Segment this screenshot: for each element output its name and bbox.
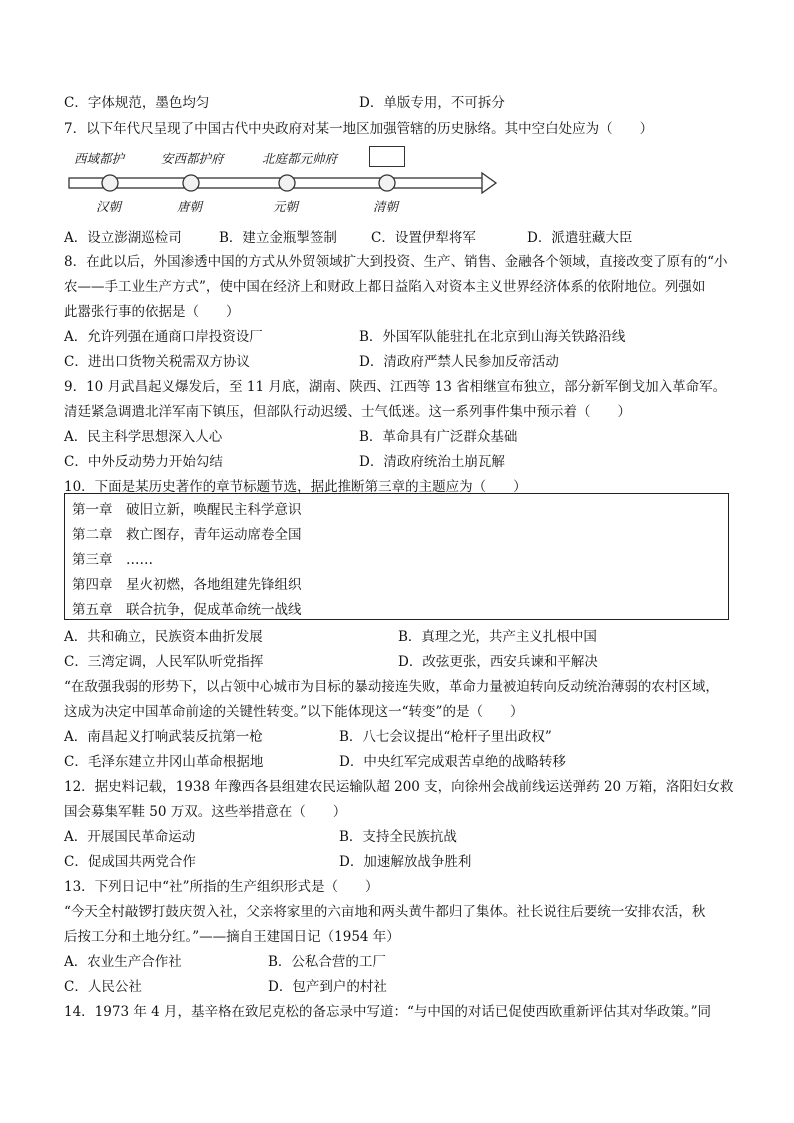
q13-stem: 13．下列日记中“社”所指的生产组织形式是（ ） <box>64 879 379 895</box>
q8-option-b: B．外国军队能驻扎在北京到山海关铁路沿线 <box>359 329 626 345</box>
q12-option-c: C．促成国共两党合作 <box>64 854 196 870</box>
timeline-label-tang: 唐朝 <box>177 199 203 214</box>
q11-option-b: B．八七会议提出“枪杆子里出政权” <box>339 729 552 745</box>
timeline-node-qing <box>379 175 395 191</box>
q12-stem-line-1: 12．据史料记载，1938 年豫西各县组建农民运输队超 200 支，向徐州会战前线运送弹药 20 万箱，洛阳妇女救 <box>64 779 734 795</box>
chapter-4: 第四章 星火初燃，各地组建先锋组织 <box>72 577 302 593</box>
q13-quote-line-1: “今天全村敲锣打鼓庆贺入社，父亲将家里的六亩地和两头黄牛都归了集体。社长说往后要统一安排农活，秋 <box>64 904 706 920</box>
q7-timeline <box>64 142 504 222</box>
q12-option-a: A．开展国民革命运动 <box>64 829 196 845</box>
q11-option-a: A．南昌起义打响武装反抗第一枪 <box>64 729 263 745</box>
timeline-axis <box>64 169 504 199</box>
q13-option-c: C．人民公社 <box>64 979 142 995</box>
timeline-label-anxi: 安西都护府 <box>161 151 224 166</box>
q13-option-a: A．农业生产合作社 <box>64 954 182 970</box>
timeline-node-han <box>102 175 118 191</box>
timeline-label-beiting: 北庭都元帅府 <box>262 151 338 166</box>
q9-option-a: A．民主科学思想深入人心 <box>64 429 223 445</box>
q10-stem: 10．下面是某历史著作的章节标题节选，据此推断第三章的主题应为（ ） <box>64 479 527 495</box>
chapter-2: 第二章 救亡图存，青年运动席卷全国 <box>72 527 302 543</box>
chapter-1: 第一章 破旧立新，唤醒民主科学意识 <box>72 502 302 518</box>
q11-stem-line-2: 这成为决定中国革命前途的关键性转变。”以下能体现这一“转变”的是（ ） <box>64 704 524 720</box>
q12-option-d: D．加速解放战争胜利 <box>339 854 472 870</box>
timeline-label-han: 汉朝 <box>96 199 122 214</box>
q6-option-c: C．字体规范，墨色均匀 <box>64 95 210 111</box>
q7-option-a: A．设立澎湖巡检司 <box>64 230 182 246</box>
q7-stem: 7．以下年代尺呈现了中国古代中央政府对某一地区加强管辖的历史脉络。其中空白处应为（ ） <box>64 121 654 137</box>
q14-stem: 14．1973 年 4 月，基辛格在致尼克松的备忘录中写道：“与中国的对话已促使西欧重新评估其对华政策。”同 <box>64 1004 712 1020</box>
q10-option-b: B．真理之光，共产主义扎根中国 <box>398 629 597 645</box>
timeline-label-western-regions: 西域都护 <box>74 151 125 166</box>
q10-option-a: A．共和确立，民族资本曲折发展 <box>64 629 263 645</box>
q12-option-b: B．支持全民族抗战 <box>339 829 457 845</box>
q8-option-a: A．允许列强在通商口岸投资设厂 <box>64 329 263 345</box>
q12-stem-line-2: 国会募集军鞋 50 万双。这些举措意在（ ） <box>64 804 347 820</box>
q7-option-d: D．派遣驻藏大臣 <box>527 230 633 246</box>
q10-option-c: C．三湾定调，人民军队听党指挥 <box>64 654 264 670</box>
timeline-node-tang <box>183 175 199 191</box>
q6-option-d: D．单版专用，不可拆分 <box>359 95 505 111</box>
q8-option-c: C．进出口货物关税需双方协议 <box>64 354 250 370</box>
timeline-label-yuan: 元朝 <box>273 199 299 214</box>
q9-stem-line-2: 清廷紧急调遣北洋军南下镇压，但部队行动迟缓、士气低迷。这一系列事件集中预示着（ ） <box>64 404 631 420</box>
q11-option-d: D．中央红军完成艰苦卓绝的战略转移 <box>339 754 566 770</box>
q8-option-d: D．清政府严禁人民参加反帝活动 <box>359 354 559 370</box>
q13-option-b: B．公私合营的工厂 <box>268 954 386 970</box>
q7-option-c: C．设置伊犁将军 <box>371 230 476 246</box>
q11-option-c: C．毛泽东建立井冈山革命根据地 <box>64 754 264 770</box>
timeline-node-yuan <box>279 175 295 191</box>
q11-stem-line-1: “在敌强我弱的形势下，以占领中心城市为目标的暴动接连失败，革命力量被迫转向反动统治薄弱的农村区域， <box>64 679 719 695</box>
chapter-3: 第三章 …… <box>72 552 153 568</box>
q7-option-b: B．建立金瓶掣签制 <box>219 230 337 246</box>
q8-stem-line-3: 此嚣张行事的依据是（ ） <box>64 304 240 320</box>
q9-option-c: C．中外反动势力开始勾结 <box>64 454 223 470</box>
timeline-label-qing: 清朝 <box>373 199 399 214</box>
q13-quote-line-2: 后按工分和土地分红。”——摘自王建国日记（1954 年） <box>64 929 400 945</box>
timeline-blank-box <box>369 146 405 167</box>
q9-stem-line-1: 9．10 月武昌起义爆发后，至 11 月底，湖南、陕西、江西等 13 省相继宣布独立，部分新军倒戈加入革命军。 <box>64 379 727 395</box>
q9-option-b: B．革命具有广泛群众基础 <box>359 429 518 445</box>
chapter-titles-box <box>64 493 729 620</box>
chapter-5: 第五章 联合抗争，促成革命统一战线 <box>72 602 302 618</box>
q13-option-d: D．包产到户的村社 <box>268 979 387 995</box>
q9-option-d: D．清政府统治土崩瓦解 <box>359 454 505 470</box>
q8-stem-line-1: 8．在此以后，外国渗透中国的方式从外贸领域扩大到投资、生产、销售、金融各个领域，直接改变了原有的“小 <box>64 254 728 270</box>
q10-option-d: D．改弦更张，西安兵谏和平解决 <box>398 654 598 670</box>
q8-stem-line-2: 农——手工业生产方式”，使中国在经济上和财政上都日益陷入对资本主义世界经济体系的依附地位。列强如 <box>64 279 706 295</box>
